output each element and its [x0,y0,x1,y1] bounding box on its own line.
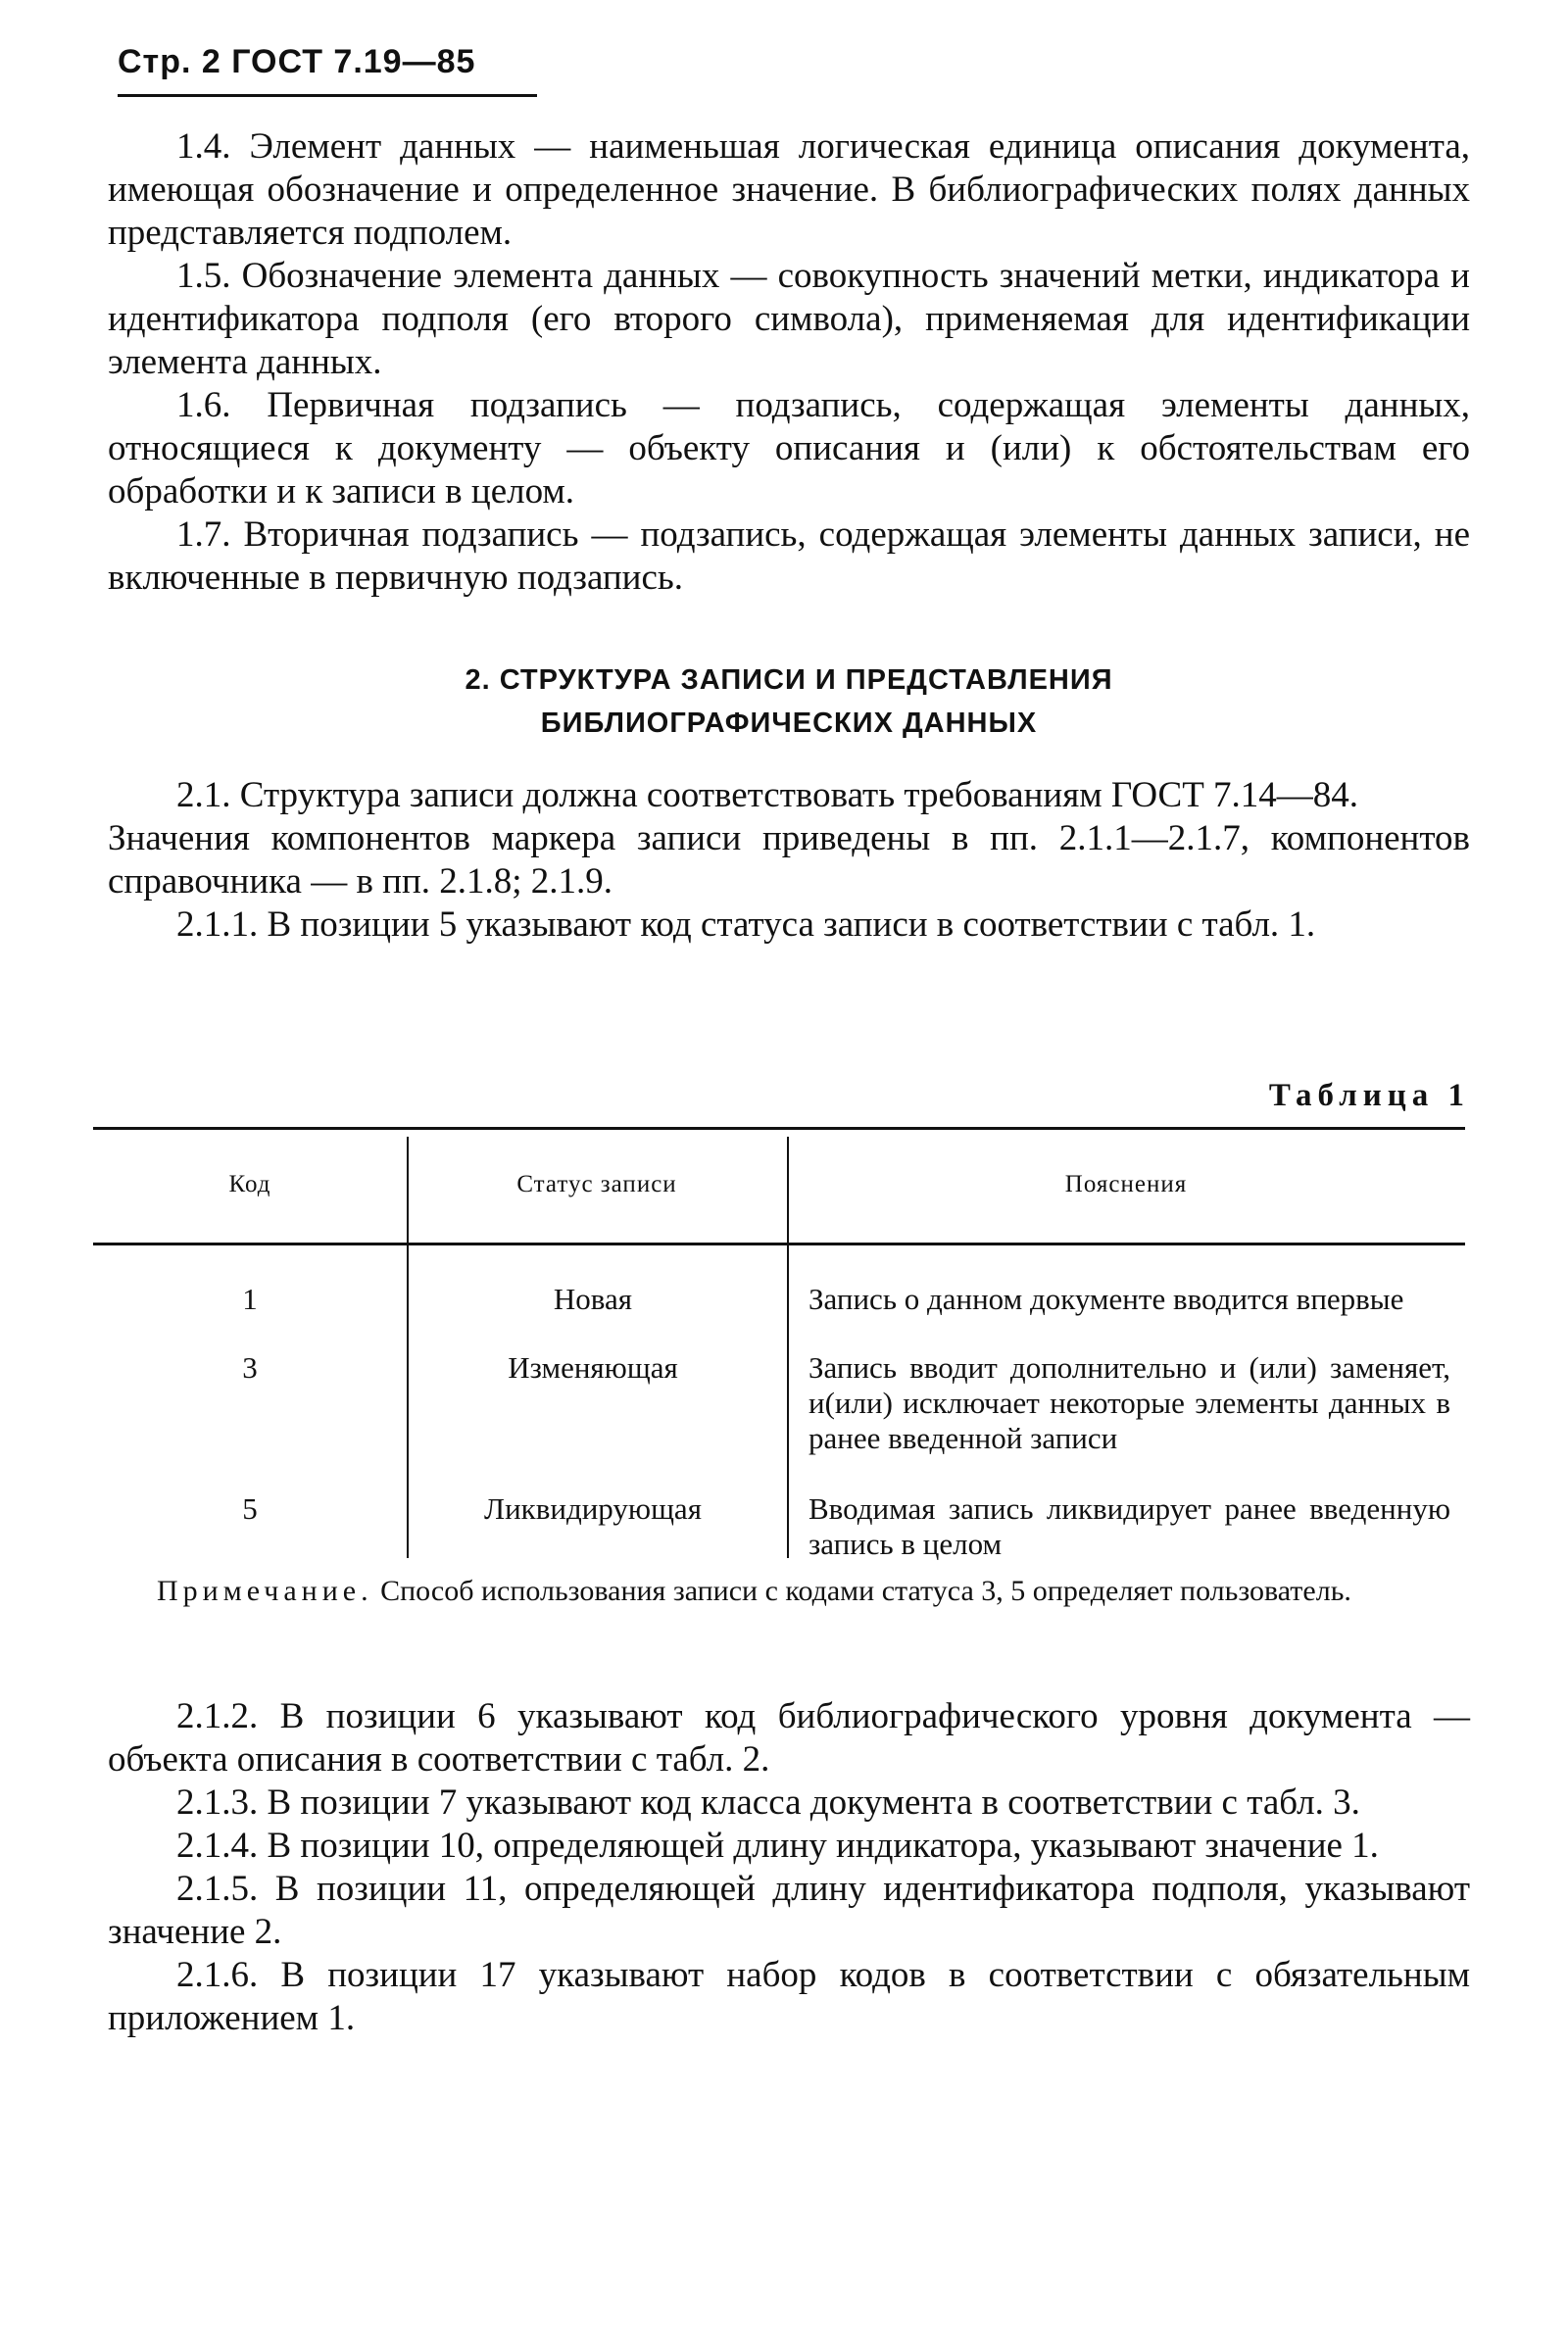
column-header-notes: Пояснения [1064,1171,1188,1197]
table-caption: Таблица 1 [1268,1078,1470,1113]
paragraph-2-1-6: 2.1.6. В позиции 17 указывают набор кодов в соответствии с обязательным приложением 1. [108,1955,1470,2038]
section-title-line-1: 2. СТРУКТУРА ЗАПИСИ И ПРЕДСТАВЛЕНИЯ [465,664,1113,696]
table-top-rule [93,1127,1465,1130]
table-cell-code: 1 [242,1282,258,1316]
table-cell-note: Запись вводит дополнительно и (или) заменяет, и(или) исключает некоторые элементы данных в ранее введенной записи [808,1350,1450,1455]
section-intro [108,774,1470,947]
table-cell-status: Новая [553,1282,633,1316]
table-cell-note: Запись о данном документе вводится впервые [808,1282,1404,1316]
definition-1-7: 1.7. Вторичная подзапись — подзапись, содержащая элементы данных записи, не включенные в первичную подзапись. [108,514,1470,598]
table-cell-status: Изменяющая [508,1350,678,1385]
definition-1-4: 1.4. Элемент данных — наименьшая логическая единица описания документа, имеющая обозначение и определенное значение. В библиографических полях данных представляется подполем. [108,126,1470,253]
table-cell-code: 5 [242,1491,258,1526]
paragraph-2-1: 2.1. Структура записи должна соответствовать требованиям ГОСТ 7.14—84. [176,775,1359,815]
status-table [93,1127,1465,1561]
column-header-status: Статус записи [516,1171,677,1197]
section-title [108,659,1470,745]
paragraph-2-1-2: 2.1.2. В позиции 6 указывают код библиографического уровня документа — объекта описания в соответствии с табл. 2. [108,1696,1470,1780]
paragraph-values: Значения компонентов маркера записи приведены в пп. 2.1.1—2.1.7, компонентов справочника — в пп. 2.1.8; 2.1.9. [108,818,1470,902]
header-rule [118,94,537,97]
column-header-code: Код [228,1171,271,1197]
table-note-label: Примечание. [157,1575,373,1607]
definition-1-6: 1.6. Первичная подзапись — подзапись, содержащая элементы данных, относящиеся к документу — объекту описания и (или) к обстоятельствам его обработки и к записи в целом. [108,385,1470,512]
paragraph-2-1-5: 2.1.5. В позиции 11, определяющей длину идентификатора подполя, указывают значение 2. [108,1869,1470,1952]
table-column-divider-2 [787,1137,789,1558]
table-header-rule [93,1243,1465,1245]
running-header: Стр. 2 ГОСТ 7.19—85 [118,43,476,80]
paragraph-2-1-1: 2.1.1. В позиции 5 указывают код статуса записи в соответствии с табл. 1. [176,904,1316,945]
section-title-line-2: БИБЛИОГРАФИЧЕСКИХ ДАННЫХ [540,707,1038,739]
table-cell-code: 3 [242,1350,258,1385]
table-note [157,1573,1470,1610]
paragraph-2-1-3: 2.1.3. В позиции 7 указывают код класса документа в соответствии с табл. 3. [176,1782,1360,1823]
definitions-block [108,125,1470,600]
paragraph-2-1-4: 2.1.4. В позиции 10, определяющей длину индикатора, указывают значение 1. [176,1826,1379,1866]
items-block [108,1695,1470,2040]
table-cell-status: Ликвидирующая [484,1491,702,1526]
table-note-text: Способ использования записи с кодами статуса 3, 5 определяет пользователь. [380,1575,1351,1607]
table-cell-note: Вводимая запись ликвидирует ранее введенную запись в целом [808,1491,1450,1561]
definition-1-5: 1.5. Обозначение элемента данных — совокупность значений метки, индикатора и идентификатора подполя (его второго символа), применяемая для идентификации элемента данных. [108,256,1470,382]
